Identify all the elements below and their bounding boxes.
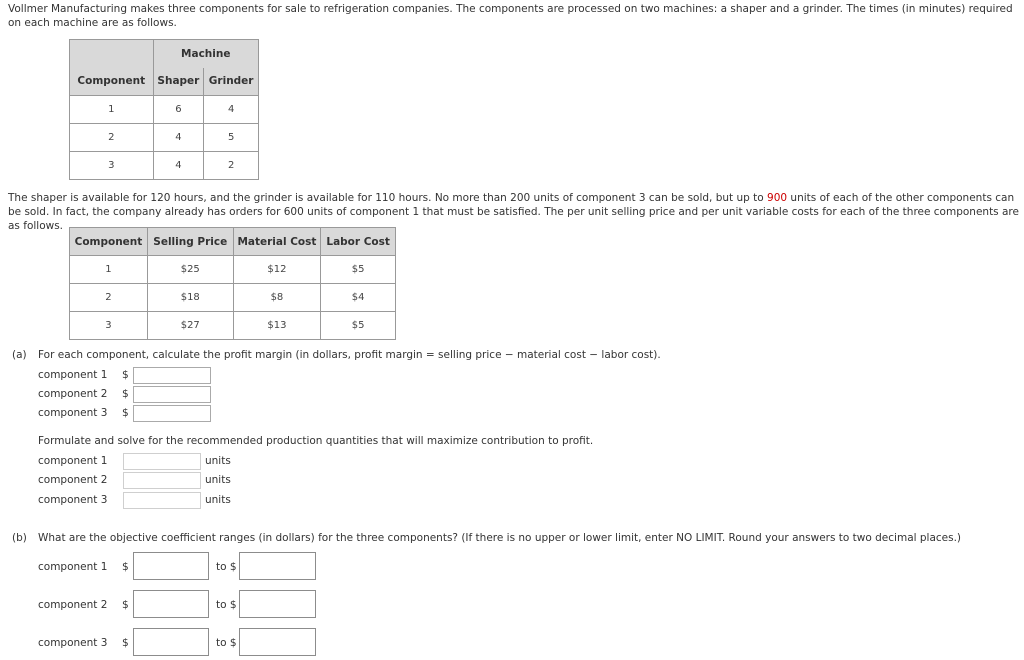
currency-symbol: $: [122, 388, 129, 400]
paragraph-text-before: The shaper is available for 120 hours, and the grinder is available for 110 hours. No more than 200 units of component 3 can be sold, but up to: [8, 192, 768, 204]
intro-paragraph: Vollmer Manufacturing makes three components for sale to refrigeration companies. The components are processed on two machines: a shaper and a grinder. The times (in minutes) required on each machine are as follows.: [8, 3, 1013, 29]
to-label: to $: [216, 637, 237, 649]
formulate-instruction: Formulate and solve for the recommended production quantities that will maximize contribution to profit.: [38, 435, 594, 447]
range-lower-input-component-2[interactable]: [133, 590, 209, 618]
header-labor-cost: Labor Cost: [321, 228, 396, 256]
cell-component: 3: [70, 312, 148, 340]
cell-component: 3: [70, 152, 154, 180]
part-a-marker: (a): [12, 349, 27, 361]
quantity-input-component-1[interactable]: [123, 453, 201, 470]
currency-symbol: $: [122, 369, 129, 381]
range-upper-input-component-1[interactable]: [239, 552, 316, 580]
margin-input-component-3[interactable]: [133, 405, 211, 422]
machine-group-header: Machine: [153, 40, 258, 68]
quantity-row-label-2: component 2: [38, 474, 108, 486]
header-component: Component: [70, 68, 154, 96]
quantity-input-component-3[interactable]: [123, 492, 201, 509]
range-row-label-2: component 2: [38, 599, 108, 611]
header-component: Component: [70, 228, 148, 256]
currency-symbol: $: [122, 599, 129, 611]
table-row: [70, 96, 259, 124]
to-label: to $: [216, 561, 237, 573]
cell-grinder: 4: [204, 96, 259, 124]
table-row: [70, 284, 396, 312]
cell-labor: $5: [321, 312, 396, 340]
quantity-row-label-3: component 3: [38, 494, 108, 506]
cell-labor: $4: [321, 284, 396, 312]
units-label: units: [205, 494, 231, 506]
range-lower-input-component-3[interactable]: [133, 628, 209, 656]
cell-shaper: 4: [153, 124, 204, 152]
part-b-question: What are the objective coefficient ranges (in dollars) for the three components? (If there is no upper or lower limit, enter NO LIMIT. Round your answers to two decimal places.): [38, 532, 962, 544]
table-corner-cell: [70, 40, 154, 68]
table-row: [70, 256, 396, 284]
margin-row-label-2: component 2: [38, 388, 108, 400]
range-upper-input-component-3[interactable]: [239, 628, 316, 656]
part-a-question: For each component, calculate the profit margin (in dollars, profit margin = selling price − material cost − labor cost).: [38, 349, 661, 361]
range-lower-input-component-1[interactable]: [133, 552, 209, 580]
currency-symbol: $: [122, 407, 129, 419]
cell-shaper: 4: [153, 152, 204, 180]
cost-table: [69, 227, 396, 340]
machine-times-table: [69, 39, 259, 180]
part-b-marker: (b): [12, 532, 27, 544]
cell-grinder: 2: [204, 152, 259, 180]
currency-symbol: $: [122, 637, 129, 649]
range-row-label-1: component 1: [38, 561, 108, 573]
cell-material: $8: [233, 284, 321, 312]
units-label: units: [205, 474, 231, 486]
table-row: [70, 152, 259, 180]
table-row: [70, 312, 396, 340]
table-row: [70, 124, 259, 152]
margin-row-label-1: component 1: [38, 369, 108, 381]
header-grinder: Grinder: [204, 68, 259, 96]
paragraph-text-after: units of each of the other components can be sold. In fact, the company already has orders for 600 units of component 1 that must be satisfied. The per unit selling price and per unit variable costs for each of the three components are as follows.: [8, 192, 1019, 232]
margin-row-label-3: component 3: [38, 407, 108, 419]
highlighted-value: 900: [767, 192, 788, 204]
quantity-row-label-1: component 1: [38, 455, 108, 467]
cell-price: $18: [147, 284, 233, 312]
to-label: to $: [216, 599, 237, 611]
margin-input-component-1[interactable]: [133, 367, 211, 384]
cell-grinder: 5: [204, 124, 259, 152]
cell-material: $12: [233, 256, 321, 284]
range-upper-input-component-2[interactable]: [239, 590, 316, 618]
header-material-cost: Material Cost: [233, 228, 321, 256]
cell-component: 2: [70, 124, 154, 152]
range-row-label-3: component 3: [38, 637, 108, 649]
quantity-input-component-2[interactable]: [123, 472, 201, 489]
margin-input-component-2[interactable]: [133, 386, 211, 403]
header-shaper: Shaper: [153, 68, 204, 96]
cell-shaper: 6: [153, 96, 204, 124]
currency-symbol: $: [122, 561, 129, 573]
header-selling-price: Selling Price: [147, 228, 233, 256]
cell-component: 1: [70, 96, 154, 124]
cell-component: 1: [70, 256, 148, 284]
cell-component: 2: [70, 284, 148, 312]
cell-price: $27: [147, 312, 233, 340]
cell-material: $13: [233, 312, 321, 340]
cell-labor: $5: [321, 256, 396, 284]
units-label: units: [205, 455, 231, 467]
cell-price: $25: [147, 256, 233, 284]
